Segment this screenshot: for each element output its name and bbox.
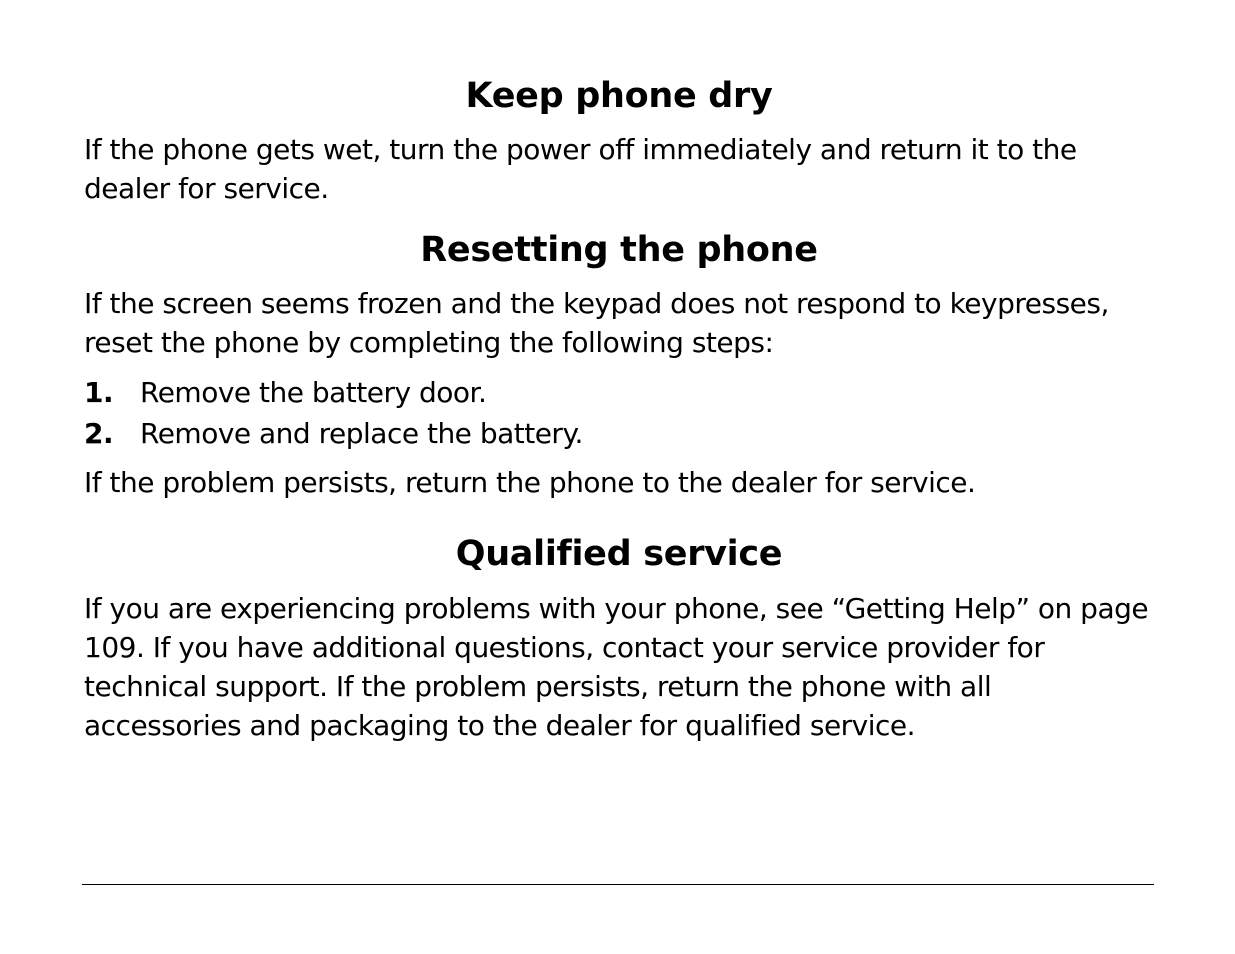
reset-steps-list bbox=[84, 372, 1154, 454]
step-text: Remove and replace the battery. bbox=[140, 417, 583, 450]
paragraph-qualified-service: If you are experiencing problems with your phone, see “Getting Help” on page 109. If you have additional questions, contact your service provider for technical support. If the problem persists, return the phone with all accessories and packaging to the dealer for qualified service. bbox=[84, 592, 1149, 742]
heading-keep-phone-dry: Keep phone dry bbox=[465, 76, 773, 116]
paragraph-problem-persists: If the problem persists, return the phone to the dealer for service. bbox=[84, 466, 976, 499]
step-text: Remove the battery door. bbox=[140, 376, 487, 409]
heading-qualified-service: Qualified service bbox=[455, 534, 783, 574]
list-item bbox=[84, 372, 1154, 413]
step-number: 1. bbox=[84, 376, 114, 409]
paragraph-resetting-intro: If the screen seems frozen and the keypad does not respond to keypresses, reset the phone by completing the following steps: bbox=[84, 287, 1109, 359]
heading-resetting-the-phone: Resetting the phone bbox=[420, 230, 818, 270]
document-page bbox=[84, 72, 1154, 745]
footer-divider bbox=[82, 884, 1154, 885]
step-number: 2. bbox=[84, 417, 114, 450]
paragraph-keep-phone-dry: If the phone gets wet, turn the power off immediately and return it to the dealer for service. bbox=[84, 133, 1077, 205]
list-item bbox=[84, 413, 1154, 454]
